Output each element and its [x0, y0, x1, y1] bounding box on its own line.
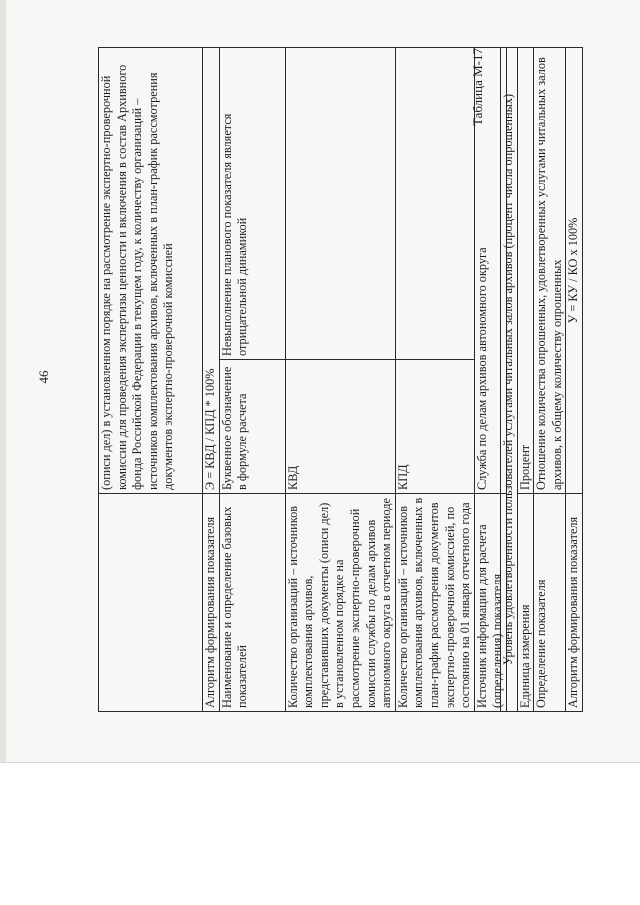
indicator-definition-cell: Количество организаций – источников комплектования архивов, представивших документы (описи дел) в установленном порядке на рассмотрение экспертно-проверочной комиссии службы по делам архивов автономного округа в отчетном периоде [285, 494, 395, 712]
indicator-definition-cell: Количество организаций – источников комплектования архивов, включенных в план-график рассмотрения документов экспертно-проверочной комиссией, по состоянию на 01 января отчетного года [395, 494, 474, 712]
algorithm-label-cell: Алгоритм формирования показателя [203, 494, 220, 712]
table-label: Таблица М-17 [470, 48, 485, 126]
row-label-cell: Единица измерения [517, 494, 534, 712]
table-row [566, 48, 583, 712]
indicator-table-m17 [500, 48, 583, 712]
indicator-table-m16 [98, 48, 507, 712]
table-row [501, 48, 518, 712]
row-value-cell: Отношение количества опрошенных, удовлетворенных услугами читальных залов архивов, к общему количеству опрошенных [534, 48, 566, 494]
table-row [99, 48, 203, 712]
empty-cell [285, 48, 395, 360]
notation-label-cell: Буквенное обозначение в формуле расчета [219, 360, 285, 494]
table-row [203, 48, 220, 712]
table-row [395, 48, 474, 712]
table-row [517, 48, 534, 712]
row-label-cell: Алгоритм формирования показателя [566, 494, 583, 712]
empty-cell [99, 494, 203, 712]
table-row [534, 48, 566, 712]
basics-label-cell: Наименование и определение базовых показателей [219, 494, 285, 712]
definition-continued-cell: (описи дел) в установленном порядке на рассмотрение экспертно-проверочной комиссии для проведения экспертизы ценности и включения в состав Архивного фонда Российской Федерации в текущем году, к количеству организаций – источников комплектования архивов, включенных в план-график рассмотрения документов экспертно-проверочной комиссией [99, 48, 203, 494]
empty-cell [395, 48, 474, 360]
row-formula-cell: У = КУ / КО х 100% [566, 48, 583, 494]
source-value-cell: Служба по делам архивов автономного округа [474, 48, 506, 494]
algorithm-formula-cell: Э = КВД / КПД * 100% [203, 48, 220, 494]
table-row [219, 48, 285, 712]
source-label-cell: Источник информации для расчета (определения) показателя [474, 494, 506, 712]
row-label-cell: Определение показателя [534, 494, 566, 712]
table-row [285, 48, 395, 712]
table-title-cell: Уровень удовлетворенности пользователей услугами читальных залов архивов (процент числа опрошенных) [501, 48, 518, 712]
row-value-cell: Процент [517, 48, 534, 494]
indicator-code-cell: КВД [285, 360, 395, 494]
negative-dynamics-cell: Невыполнение планового показателя является отрицательной динамикой [219, 48, 285, 360]
page-number: 46 [36, 370, 51, 384]
indicator-code-cell: КПД [395, 360, 474, 494]
